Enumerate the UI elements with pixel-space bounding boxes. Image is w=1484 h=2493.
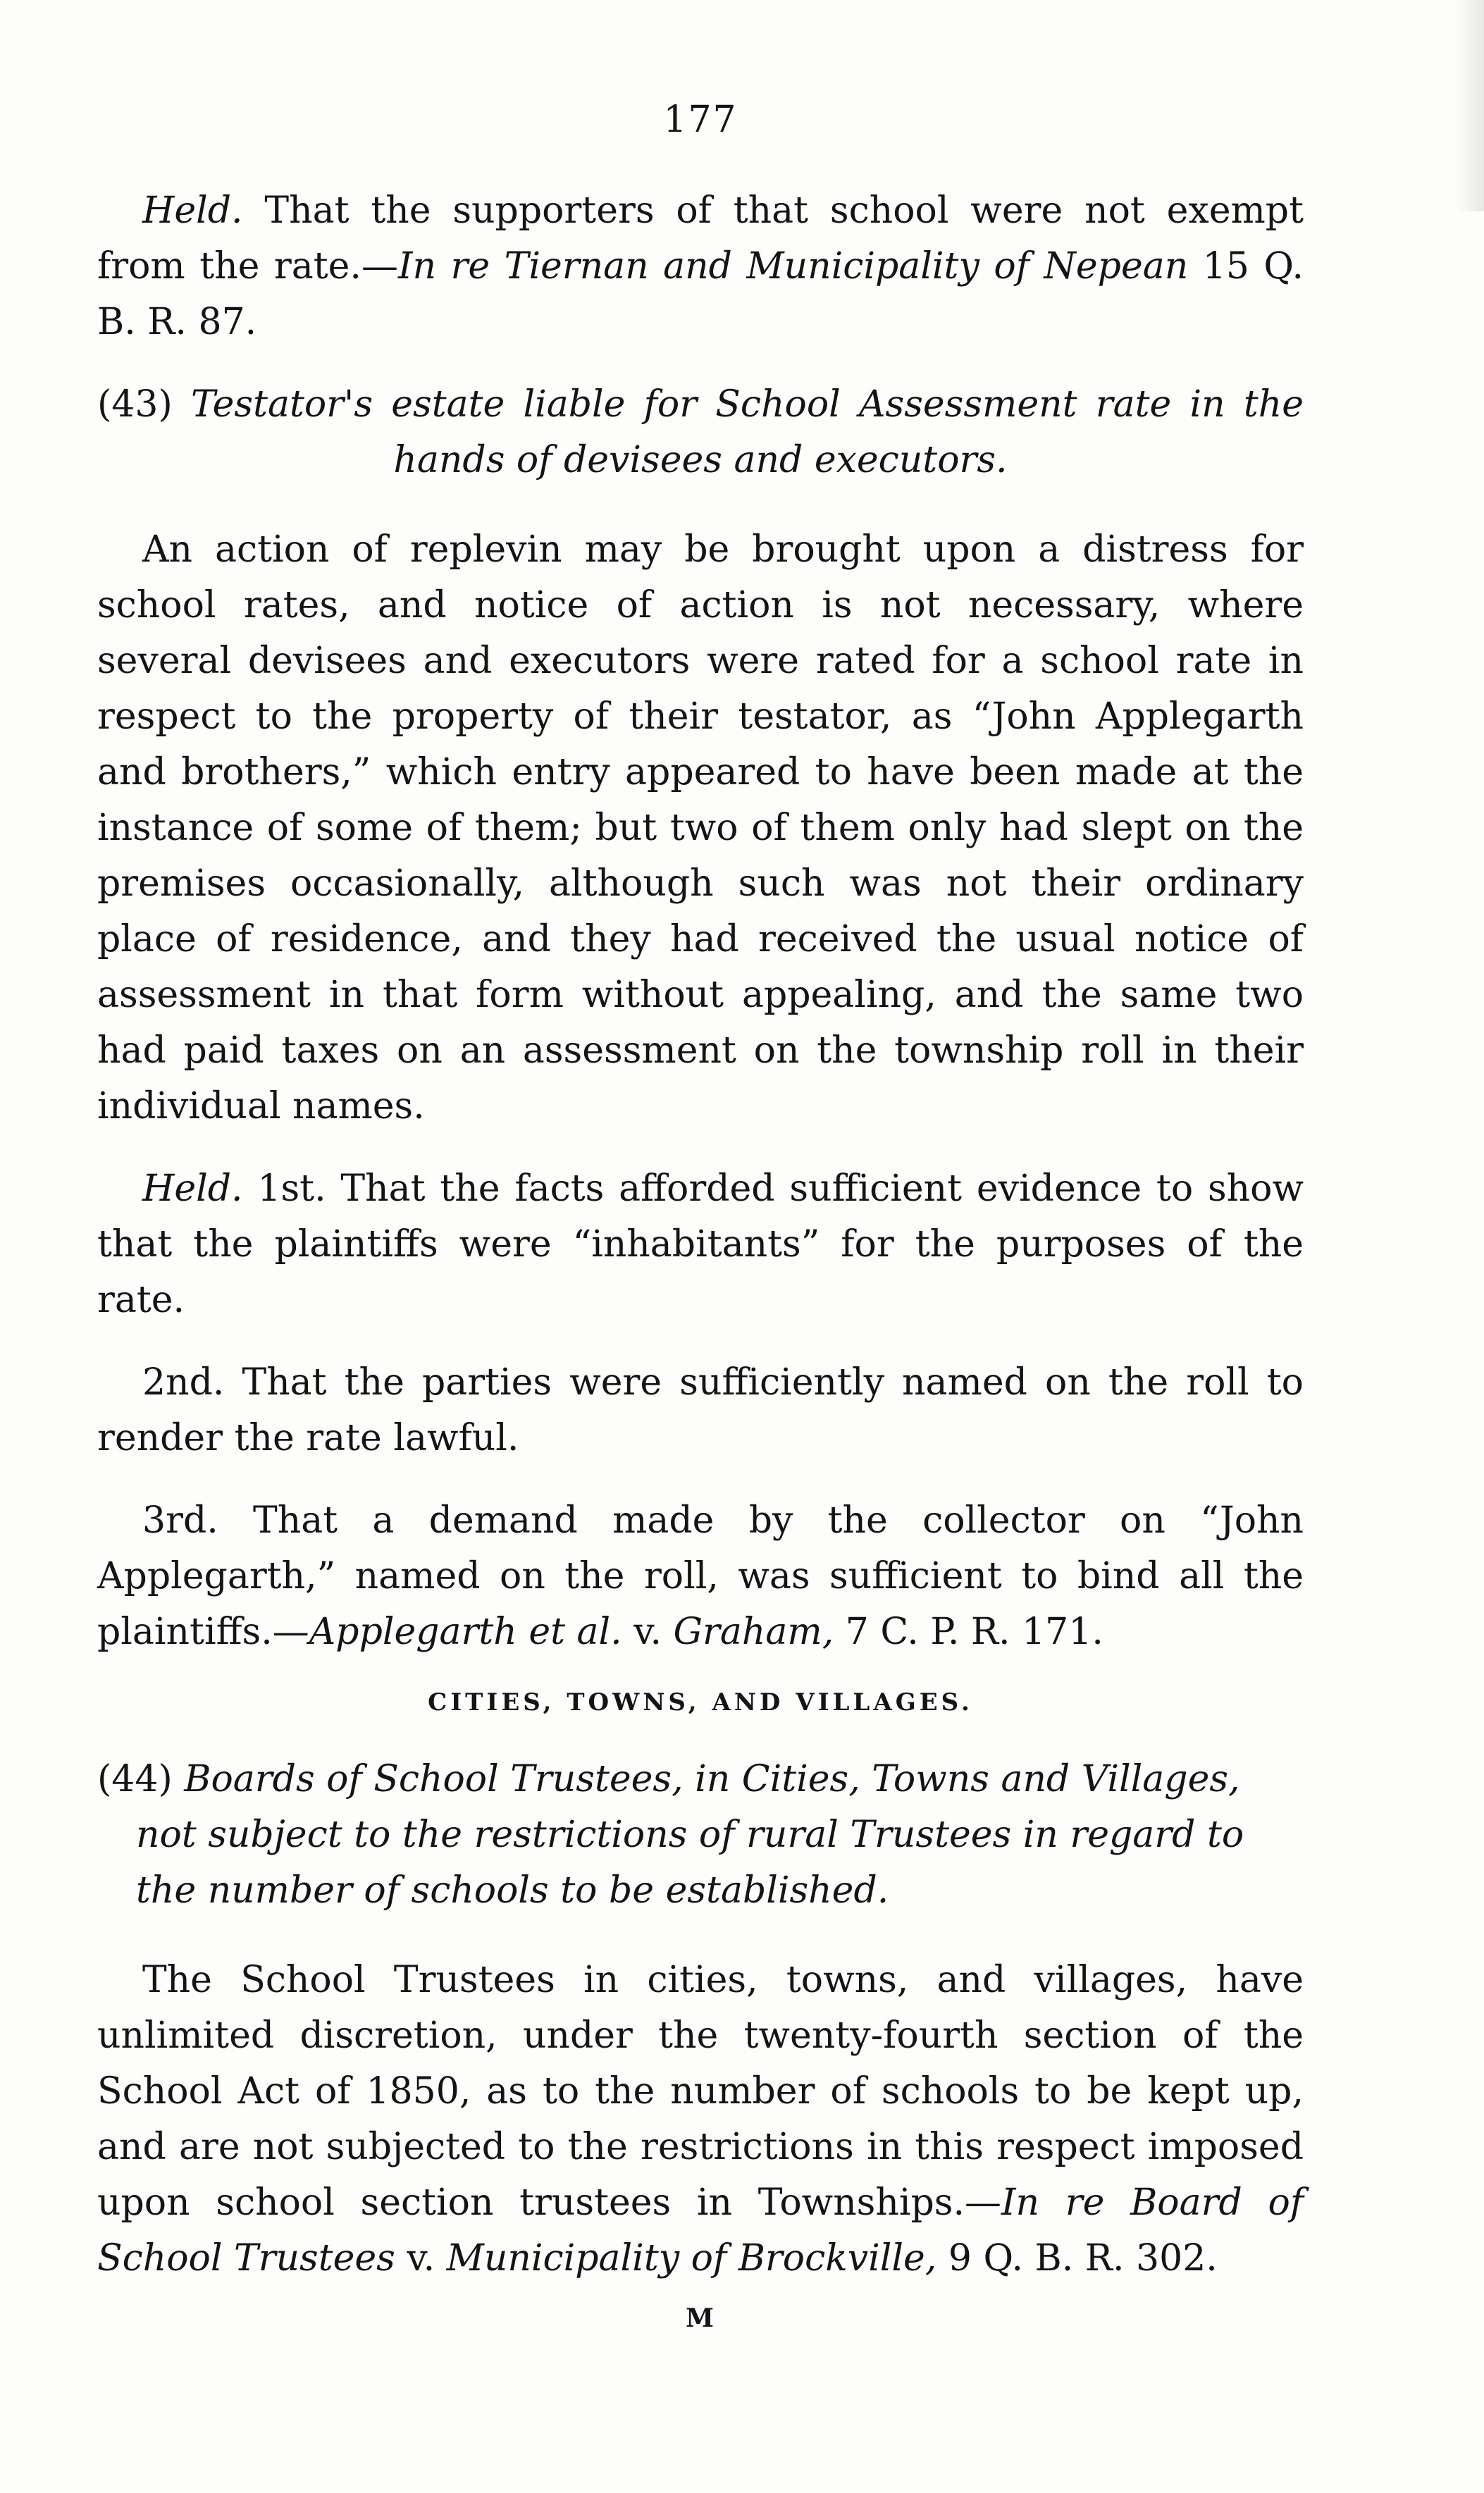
held-first-text: 1st. That the facts afforded sufficient evidence to show that the plaintiffs were “inhabitants” for the purposes of the rate. bbox=[97, 1168, 1304, 1321]
case-name-applegarth: Applegarth et al. bbox=[309, 1611, 622, 1653]
section-43-number: (43) bbox=[97, 383, 173, 426]
held-label: Held. bbox=[142, 1168, 243, 1210]
page-number: 177 bbox=[663, 99, 738, 141]
case-name-graham: Graham, bbox=[673, 1611, 834, 1653]
page-fold-shadow bbox=[1456, 0, 1484, 211]
section-43-title: Testator's estate liable for School Assessment rate in the hands of devisees and executors. bbox=[172, 383, 1304, 481]
book-page bbox=[97, 99, 1304, 2333]
section-43-body: An action of replevin may be brought upon a distress for school rates, and notice of action is not necessary, where several devisees and executors were rated for a school rate in respect to the property of their testator, as “John Applegarth and brothers,” which entry appeared to have been made at the instance of some of them; but two of them only had slept on the premises occasionally, although such was not their ordinary place of residence, and they had received the usual notice of assessment in that form without appealing, and the same two had paid taxes on an assessment on the township roll in their individual names. bbox=[97, 528, 1304, 1127]
case-name-board: In re Board of School Trustees bbox=[97, 2182, 1304, 2279]
held-label: Held. bbox=[142, 190, 243, 232]
section-43-held-first bbox=[97, 1161, 1304, 1328]
intro-paragraph bbox=[97, 183, 1304, 350]
section-44-body bbox=[97, 1953, 1304, 2287]
case-name-brockville: Municipality of Brockville, bbox=[446, 2237, 937, 2279]
signature-mark: M bbox=[686, 2303, 715, 2333]
section-44-title: Boards of School Trustees, in Cities, Towns and Villages, not subject to the restrictions of rural Trustees in regard to the number of schools to be established. bbox=[136, 1758, 1244, 1912]
section-44-heading bbox=[97, 1752, 1304, 1919]
intro-citation: 15 Q. B. R. 87. bbox=[97, 245, 1304, 343]
section-subheading: CITIES, TOWNS, AND VILLAGES. bbox=[428, 1688, 973, 1716]
held-third-citation: 7 C. P. R. 171. bbox=[834, 1611, 1103, 1653]
section-44-number: (44) bbox=[97, 1758, 173, 1800]
case-versus: v. bbox=[622, 1611, 674, 1653]
section-44-citation: 9 Q. B. R. 302. bbox=[936, 2237, 1218, 2279]
section-44-text: The School Trustees in cities, towns, and villages, have unlimited discretion, under the twenty-fourth section of the School Act of 1850, as to the number of schools to be kept up, and are not subjected to the restrictions in this respect imposed upon school section trustees in Townships.— bbox=[97, 1959, 1304, 2224]
held-third-text: 3rd. That a demand made by the collector on “John Applegarth,” named on the roll, was sufficient to bind all the plaintiffs.— bbox=[97, 1499, 1304, 1653]
section-43-held-second: 2nd. That the parties were sufficiently named on the roll to render the rate lawful. bbox=[97, 1361, 1304, 1459]
case-versus: v. bbox=[395, 2237, 447, 2279]
section-43-heading bbox=[97, 377, 1304, 488]
intro-text: That the supporters of that school were not exempt from the rate.— bbox=[97, 190, 1304, 287]
section-43-held-third bbox=[97, 1493, 1304, 1660]
intro-case-name: In re Tiernan and Municipality of Nepean bbox=[397, 245, 1189, 287]
